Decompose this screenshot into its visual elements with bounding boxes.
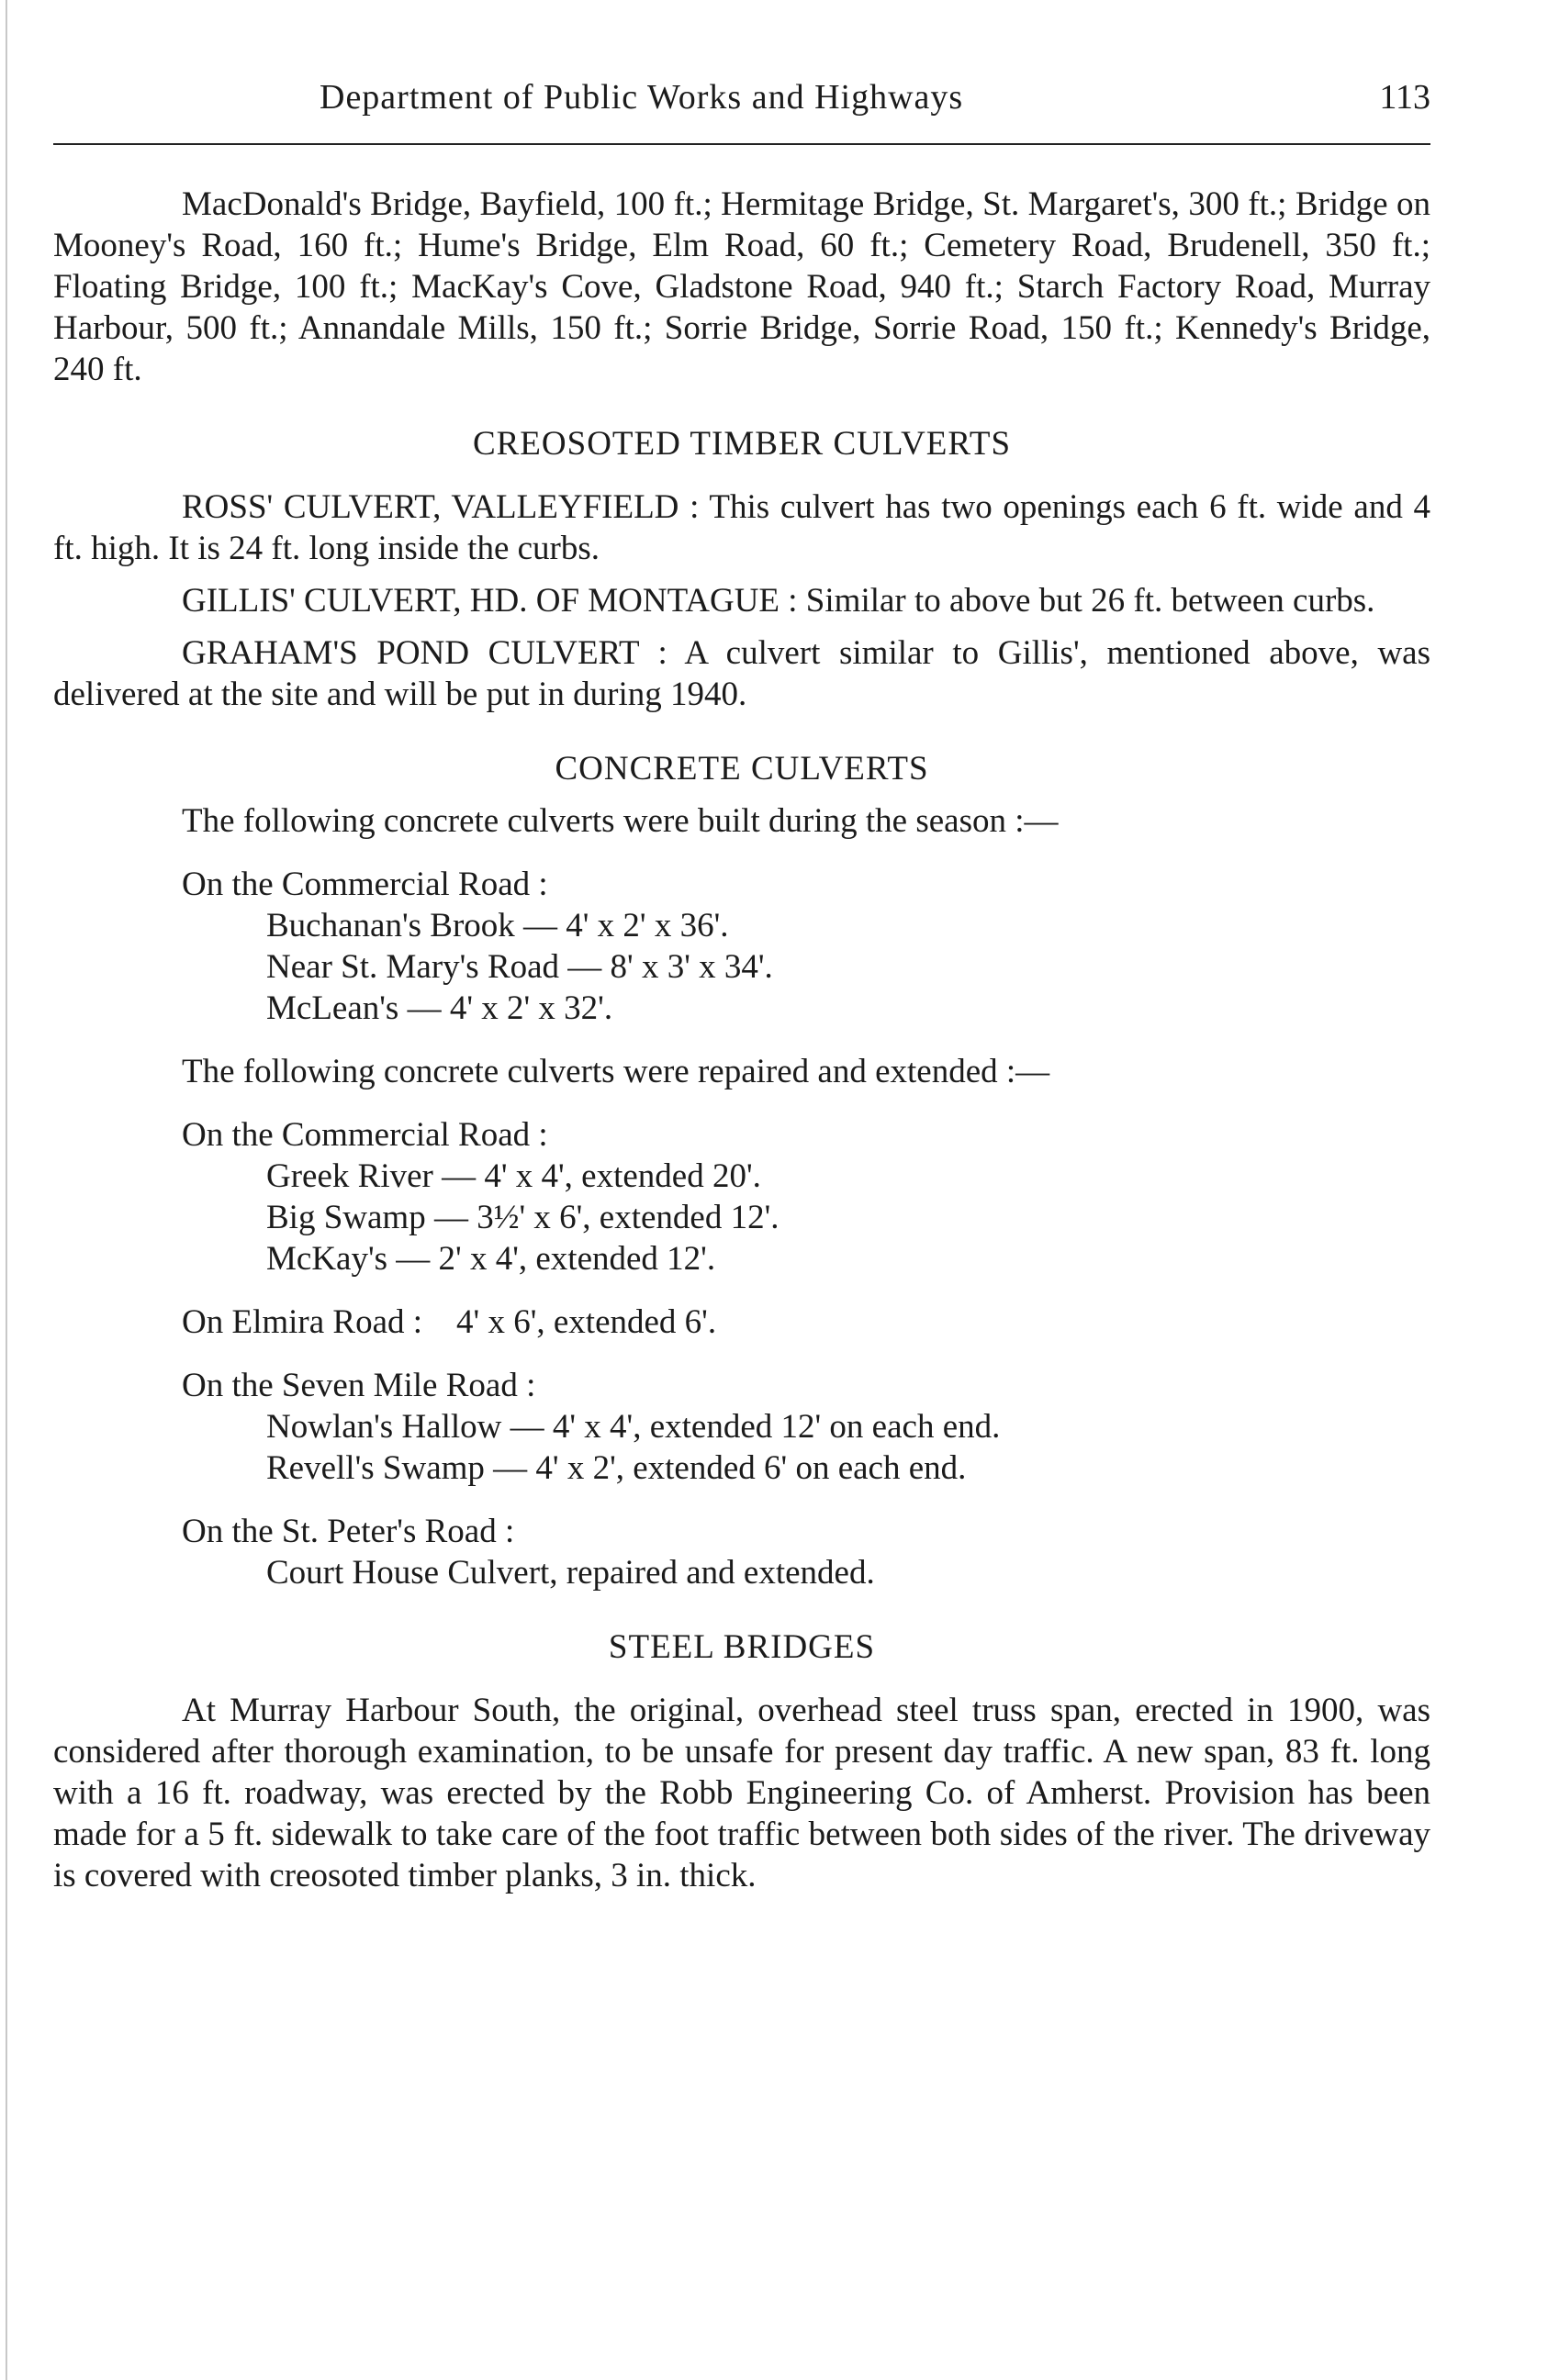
page-edge-line	[6, 0, 7, 2380]
gillis-culvert-paragraph: GILLIS' CULVERT, HD. OF MONTAGUE : Similar to above but 26 ft. between curbs.	[182, 582, 1375, 620]
ross-culvert-paragraph: ROSS' CULVERT, VALLEYFIELD : This culvert has two openings each 6 ft. wide and 4 ft. high. It is 24 ft. long inside the curbs.	[53, 488, 1430, 567]
running-header	[53, 77, 1430, 132]
header-title: Department of Public Works and Highways	[320, 78, 964, 117]
built-commercial-road-label: On the Commercial Road :	[182, 866, 548, 903]
heading-concrete-culverts: CONCRETE CULVERTS	[555, 750, 929, 788]
seven-mile-road-label: On the Seven Mile Road :	[182, 1367, 536, 1404]
culvert-list-item: McLean's — 4' x 2' x 32'.	[266, 989, 613, 1027]
steel-bridges-paragraph: At Murray Harbour South, the original, overhead steel truss span, erected in 1900, was considered after thorough examination, to be unsafe for present day traffic. A new span, 83 ft. long with a 16 ft. roadway, was erected by the Robb Engineering Co. of Amherst. Provision has been made for a 5 ft. sidewalk to take care of the foot traffic between both sides of the river. The driveway is covered with creosoted timber planks, 3 in. thick.	[53, 1692, 1430, 1894]
culvert-list-item: Revell's Swamp — 4' x 2', extended 6' on each end.	[266, 1449, 967, 1487]
bridges-paragraph: MacDonald's Bridge, Bayfield, 100 ft.; Hermitage Bridge, St. Margaret's, 300 ft.; Bridge on Mooney's Road, 160 ft.; Hume's Bridge, Elm Road, 60 ft.; Cemetery Road, Brudenell, 350 ft.; Floating Bridge, 100 ft.; MacKay's Cove, Gladstone Road, 940 ft.; Starch Factory Road, Murray Harbour, 500 ft.; Annandale Mills, 150 ft.; Sorrie Bridge, Sorrie Road, 150 ft.; Kennedy's Bridge, 240 ft.	[53, 185, 1430, 388]
repaired-commercial-road-label: On the Commercial Road :	[182, 1116, 548, 1154]
elmira-road-line: On Elmira Road : 4' x 6', extended 6'.	[182, 1303, 717, 1341]
culvert-list-item: Greek River — 4' x 4', extended 20'.	[266, 1157, 761, 1195]
graham-pond-culvert-paragraph: GRAHAM'S POND CULVERT : A culvert similar to Gillis', mentioned above, was delivered at the site and will be put in during 1940.	[53, 634, 1430, 713]
header-rule	[53, 143, 1430, 145]
heading-steel-bridges: STEEL BRIDGES	[608, 1628, 876, 1666]
page-body	[53, 184, 1430, 1896]
culvert-list-item: McKay's — 2' x 4', extended 12'.	[266, 1240, 716, 1278]
page-number: 113	[1379, 78, 1430, 117]
concrete-repaired-intro: The following concrete culverts were repaired and extended :—	[182, 1053, 1050, 1090]
culvert-list-item: Nowlan's Hallow — 4' x 4', extended 12' on each end.	[266, 1408, 1001, 1446]
st-peters-road-label: On the St. Peter's Road :	[182, 1513, 515, 1550]
culvert-list-item: Buchanan's Brook — 4' x 2' x 36'.	[266, 907, 729, 944]
culvert-list-item: Near St. Mary's Road — 8' x 3' x 34'.	[266, 948, 773, 986]
culvert-list-item: Big Swamp — 3½' x 6', extended 12'.	[266, 1199, 780, 1236]
heading-creosoted-timber-culverts: CREOSOTED TIMBER CULVERTS	[472, 425, 1012, 463]
concrete-built-intro: The following concrete culverts were built during the season :—	[182, 802, 1059, 840]
culvert-list-item: Court House Culvert, repaired and extended.	[266, 1554, 875, 1592]
